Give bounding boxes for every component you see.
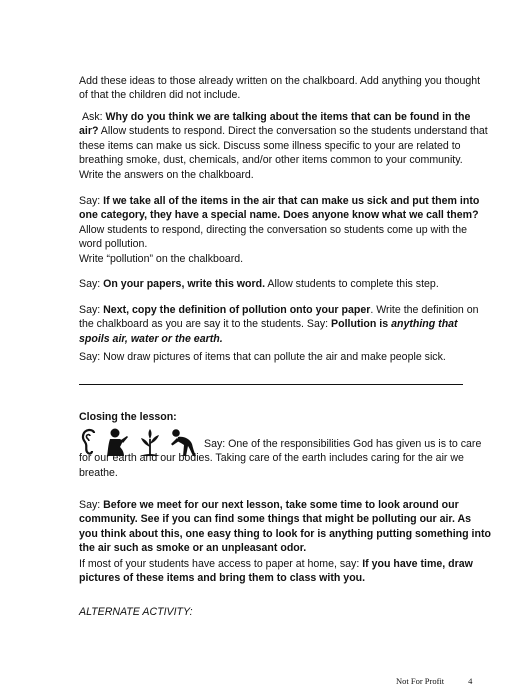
- paragraph-text: Allow students to complete this step.: [265, 278, 439, 290]
- paragraph-text: Say: One of the responsibilities God has given us is to care for our earth and our bodies. Taking care of the earth includes caring for the air we breathe.: [79, 438, 482, 479]
- paragraph-special-name: [79, 194, 491, 251]
- page-footer: [396, 676, 472, 686]
- italic-heading: ALTERNATE ACTIVITY:: [79, 606, 193, 618]
- bold-definition: Pollution is: [331, 318, 392, 331]
- paragraph-text: Add these ideas to those already written on the chalkboard. Add anything you thought of that the children did not include.: [79, 75, 481, 102]
- say-prefix: Say:: [79, 304, 104, 316]
- paragraph-add-ideas: [79, 74, 491, 103]
- paragraph-ask-why: [79, 110, 491, 167]
- paragraph-definition: [79, 303, 491, 346]
- say-prefix: Ask:: [81, 111, 106, 123]
- paragraph-write-pollution: [79, 252, 491, 266]
- bold-question: Why do you think we are talking about the items that can be found in the air?: [79, 111, 471, 138]
- say-prefix: Say:: [79, 278, 104, 290]
- paragraph-text: If most of your students have access to paper at home, say:: [79, 558, 363, 570]
- paragraph-text: Allow students to respond. Direct the conversation so the students understand that these items can make us sick. Discuss some illness specific to your are related to breathing smoke, dust, chemicals, and/or other items common to your community.: [79, 125, 488, 166]
- bold-question: If we take all of the items in the air that can make us sick and put them into one category, they have a special name. Does anyone know what we call them?: [79, 195, 480, 222]
- alternate-activity-heading: [79, 605, 491, 619]
- page-number: 4: [468, 676, 473, 686]
- say-prefix: Say:: [79, 499, 104, 511]
- paragraph-responsibilities: [79, 437, 491, 480]
- paragraph-text: Write the answers on the chalkboard.: [79, 169, 254, 181]
- bold-instruction: On your papers, write this word.: [103, 278, 266, 290]
- paragraph-next-lesson: [79, 498, 491, 555]
- paragraph-paper-at-home: [79, 557, 491, 586]
- bold-instruction: Before we meet for our next lesson, take some time to look around our community. See if you can find some things that might be polluting our air. As you think about this, one easy thing to look for is anything putting something into the air such as smoke or an unpleasant odor.: [79, 499, 491, 554]
- paragraph-draw-pictures: [79, 350, 491, 364]
- paragraph-text: Say: Now draw pictures of items that can pollute the air and make people sick.: [79, 351, 446, 363]
- horizontal-divider: [79, 384, 463, 385]
- paragraph-write-word: [79, 277, 491, 291]
- closing-heading: Closing the lesson:: [79, 411, 177, 423]
- paragraph-text: Write “pollution” on the chalkboard.: [79, 253, 244, 265]
- bold-instruction: Next, copy the definition of pollution onto your paper: [103, 304, 371, 316]
- say-prefix: Say:: [79, 195, 104, 207]
- bold-italic-definition: anything that spoils air, water or the earth.: [79, 318, 458, 345]
- paragraph-write-answers: [79, 168, 491, 182]
- bold-instruction: If you have time, draw pictures of these items and bring them to class with you.: [79, 558, 473, 585]
- paragraph-text: Allow students to respond, directing the conversation so students come up with the word pollution.: [79, 223, 468, 250]
- paragraph-text: . Write the definition on the chalkboard as you are say it to the students. Say:: [79, 304, 479, 331]
- footer-text: Not For Profit: [396, 676, 445, 686]
